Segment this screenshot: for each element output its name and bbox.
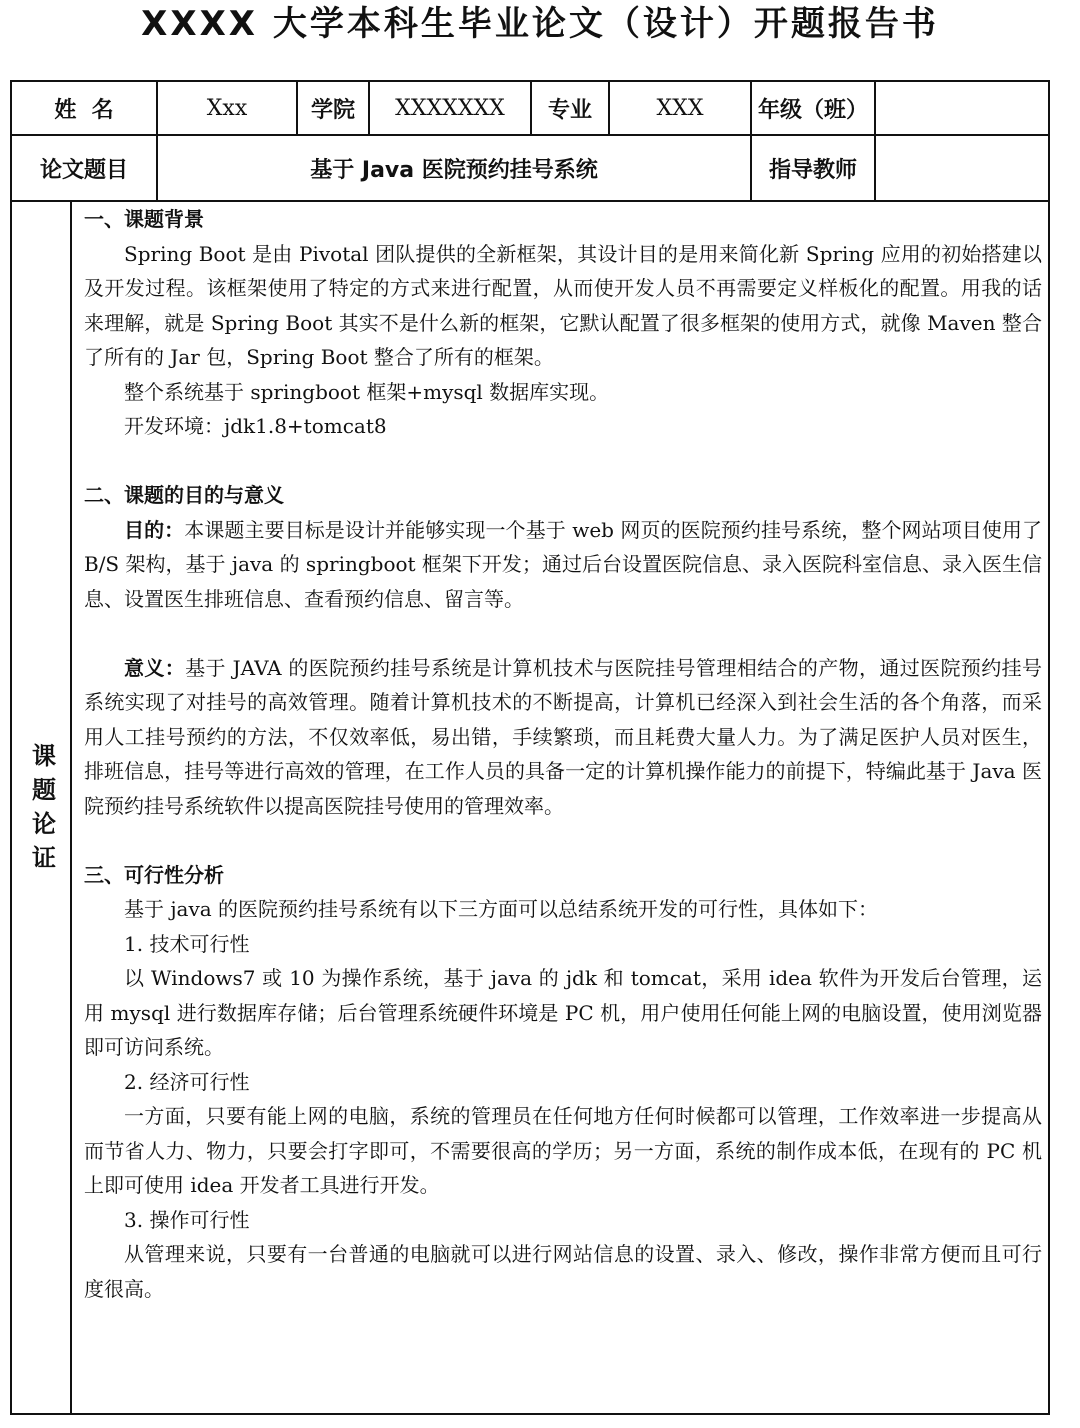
purpose-label: 目的： [124, 517, 185, 542]
advisor-label: 指导教师 [768, 157, 857, 183]
name-label: 姓 名 [54, 97, 114, 123]
spacer [84, 823, 1042, 858]
meaning-label: 意义： [124, 655, 186, 680]
section-heading: 一、课题背景 [84, 207, 204, 231]
paragraph: 一方面，只要有能上网的电脑，系统的管理员在任何地方任何时候都可以管理，工作效率进一步提高从而节省人力、物力，只要会打字即可，不需要很高的学历；另一方面，系统的制作成本低，在现有的 PC 机上即可使用 idea 开发者工具进行开发。 [84, 1104, 1042, 1197]
subheading: 1. 技术可行性 [124, 931, 250, 956]
document-title: XXXX 大学本科生毕业论文（设计）开题报告书 [141, 4, 939, 44]
thesis-title: 基于 Java 医院预约挂号系统 [310, 157, 598, 183]
section-heading: 二、课题的目的与意义 [84, 483, 284, 507]
paragraph: 整个系统基于 springboot 框架+mysql 数据库实现。 [124, 379, 610, 404]
subheading: 3. 操作可行性 [124, 1207, 250, 1232]
purpose-text: 本课题主要目标是设计并能够实现一个基于 web 网页的医院预约挂号系统，整个网站项目使用了 B/S 架构，基于 java 的 springboot 框架下开发；通过后台设置医院信息、录入医院科室信息、录入医生信息、设置医生排班信息、查看预约信息、留言等。 [84, 517, 1042, 611]
paragraph [84, 651, 1042, 824]
major-value: XXX [656, 95, 704, 121]
side-label-cell [12, 204, 72, 1417]
grade-value [876, 82, 1048, 134]
argument-content [84, 202, 1042, 1306]
spacer [84, 444, 1042, 479]
section-heading: 三、可行性分析 [84, 862, 224, 887]
side-label: 课题论证 [27, 742, 56, 879]
paragraph: 从管理来说，只要有一台普通的电脑就可以进行网站信息的设置、录入、修改，操作非常方便而且可行度很高。 [84, 1242, 1042, 1301]
paragraph [84, 513, 1042, 617]
college-value: XXXXXXX [395, 95, 505, 121]
spacer [84, 616, 1042, 651]
subheading: 2. 经济可行性 [124, 1069, 250, 1094]
paragraph: 以 Windows7 或 10 为操作系统，基于 java 的 jdk 和 tomcat，采用 idea 软件为开发后台管理，运用 mysql 进行数据库存储；后台管理系统硬件环境是 PC 机，用户使用任何能上网的电脑设置，使用浏览器即可访问系统。 [84, 966, 1042, 1059]
college-label: 学院 [310, 97, 355, 123]
grade-label: 年级（班） [757, 97, 868, 123]
paragraph: Spring Boot 是由 Pivotal 团队提供的全新框架，其设计目的是用来简化新 Spring 应用的初始搭建以及开发过程。该框架使用了特定的方式来进行配置，从而使开发人员不再需要定义样板化的配置。用我的话来理解，就是 Spring Boot 其实不是什么新的框架，它默认配置了很多框架的使用方式，就像 Maven 整合了所有的 Jar 包，Spring Boot 整合了所有的框架。 [84, 241, 1042, 369]
advisor-value [876, 136, 1048, 200]
proposal-form [10, 80, 1050, 1415]
name-value: Xxx [206, 95, 248, 121]
thesis-label: 论文题目 [39, 157, 128, 183]
major-label: 专业 [547, 97, 592, 123]
paragraph: 基于 java 的医院预约挂号系统有以下三方面可以总结系统开发的可行性，具体如下： [124, 897, 879, 921]
paragraph: 开发环境：jdk1.8+tomcat8 [124, 414, 387, 438]
meaning-text: 基于 JAVA 的医院预约挂号系统是计算机技术与医院挂号管理相结合的产物，通过医院预约挂号系统实现了对挂号的高效管理。随着计算机技术的不断提高，计算机已经深入到社会生活的各个角落，而采用人工挂号预约的方法，不仅效率低，易出错，手续繁琐，而且耗费大量人力。为了满足医护人员对医生，排班信息，挂号等进行高效的管理，在工作人员的具备一定的计算机操作能力的前提下，特编此基于 Java 医院预约挂号系统软件以提高医院挂号使用的管理效率。 [84, 655, 1042, 818]
